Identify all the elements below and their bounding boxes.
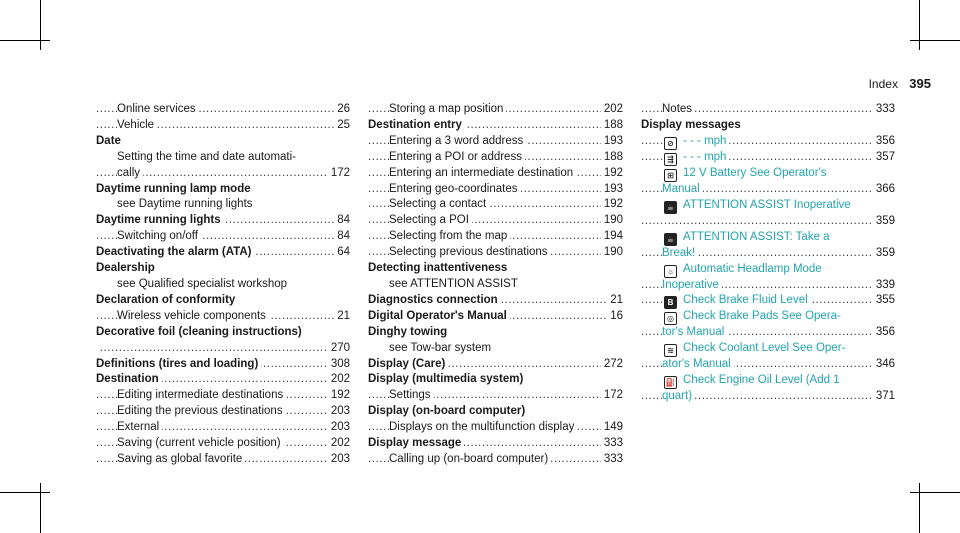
entry-text — [389, 103, 506, 115]
page-reference: 203 — [328, 452, 350, 468]
index-entry — [641, 389, 895, 405]
index-entry — [641, 373, 895, 389]
entry-label: Check Brake Pads See Opera- — [683, 310, 841, 323]
entry-label: Inoperative — [662, 278, 719, 291]
index-entry — [96, 102, 350, 118]
entry-text — [368, 119, 465, 131]
entry-label: 12 V Battery See Operator's — [683, 166, 827, 179]
entry-label: - - - mph — [683, 150, 727, 163]
entry-text — [117, 389, 286, 401]
crop-mark — [40, 483, 41, 533]
entry-text — [662, 358, 734, 370]
index-entry — [641, 102, 895, 118]
index-heading — [368, 325, 623, 341]
entry-label: Display (Care) — [368, 357, 446, 370]
index-entry — [641, 214, 895, 230]
page-reference: 84 — [334, 229, 350, 245]
page-reference: 190 — [601, 213, 623, 229]
index-entry — [368, 245, 623, 261]
entry-label: Storing a map position — [389, 103, 504, 115]
entry-text — [368, 373, 526, 385]
entry-label: Selecting a POI — [389, 214, 469, 227]
index-entry — [641, 262, 895, 278]
entry-text — [117, 151, 299, 163]
index-heading — [368, 309, 623, 325]
entry-text — [389, 342, 494, 354]
entry-text — [389, 389, 434, 401]
entry-text — [662, 279, 722, 291]
entry-label: ator's Manual — [662, 358, 731, 371]
entry-label: Check Engine Oil Level (Add 1 — [683, 374, 840, 387]
entry-label: Decorative foil (cleaning instructions) — [96, 325, 302, 338]
entry-text — [389, 230, 510, 242]
index-entry — [641, 182, 895, 198]
page-reference: 356 — [873, 325, 895, 341]
headlamp-icon: ☼ — [664, 265, 677, 278]
coolant-icon: ≋ — [664, 344, 677, 357]
page-reference: 359 — [873, 246, 895, 262]
index-entry — [641, 134, 895, 150]
entry-text — [368, 437, 464, 449]
entry-label: Entering geo-coordinates — [389, 182, 518, 195]
index-entry — [641, 293, 895, 309]
index-column-2 — [368, 102, 623, 468]
index-entry — [96, 420, 350, 436]
index-heading — [368, 436, 623, 452]
index-entry — [96, 166, 350, 182]
entry-label: Manual — [662, 182, 700, 195]
index-heading — [96, 245, 350, 261]
index-entry — [96, 309, 350, 325]
entry-label: Vehicle — [117, 118, 155, 131]
entry-text — [389, 183, 521, 195]
index-entry — [96, 150, 350, 166]
crop-mark — [0, 40, 50, 41]
attention-assist-icon: ☕ — [664, 233, 677, 246]
page-reference: 84 — [334, 213, 350, 229]
entry-label: - - - mph — [683, 134, 727, 147]
index-entry — [641, 246, 895, 262]
index-entry — [96, 277, 350, 293]
index-heading — [368, 118, 623, 134]
crop-mark — [919, 0, 920, 50]
entry-label: Entering a POI or address — [389, 150, 522, 163]
entry-text — [662, 342, 848, 354]
page-reference: 272 — [601, 357, 623, 373]
entry-label: see ATTENTION ASSIST — [389, 277, 518, 290]
entry-text — [389, 135, 526, 147]
entry-label: Declaration of conformity — [96, 293, 236, 306]
index-heading — [96, 213, 350, 229]
entry-label: Settings — [389, 389, 431, 402]
entry-label: Daytime running lights — [96, 214, 221, 227]
index-entry — [96, 118, 350, 134]
entry-text — [117, 421, 162, 433]
index-entry — [368, 277, 623, 293]
entry-text — [96, 262, 158, 274]
entry-text — [368, 262, 510, 274]
entry-text — [368, 294, 501, 306]
page-header — [869, 76, 931, 91]
index-entry — [368, 166, 623, 182]
entry-text — [389, 151, 525, 163]
entry-label: Destination entry — [368, 118, 462, 131]
page-reference: 346 — [873, 357, 895, 373]
entry-text — [96, 135, 124, 147]
entry-text — [117, 119, 157, 131]
index-entry — [96, 197, 350, 213]
page-reference: 192 — [601, 166, 623, 182]
index-heading — [96, 372, 350, 388]
index-entry — [368, 197, 623, 213]
index-entry — [641, 309, 895, 325]
entry-label: Diagnostics connection — [368, 293, 498, 306]
entry-label: see Tow-bar system — [389, 341, 492, 354]
crop-mark — [910, 40, 960, 41]
index-heading — [641, 118, 895, 134]
entry-label: Display messages — [641, 118, 741, 131]
index-heading — [96, 134, 350, 150]
entry-label: Detecting inattentiveness — [368, 262, 508, 275]
battery-icon: ⊞ — [664, 169, 677, 182]
index-entry — [368, 213, 623, 229]
index-entry — [96, 452, 350, 468]
entry-text — [117, 405, 286, 417]
entry-label: quart) — [662, 390, 693, 403]
index-entry — [641, 357, 895, 373]
page-reference: 188 — [601, 150, 623, 166]
entry-text — [662, 103, 695, 115]
entry-label: Entering a 3 word address — [389, 134, 524, 147]
entry-label: Display (on-board computer) — [368, 405, 526, 418]
entry-label: Editing intermediate destinations — [117, 389, 284, 402]
entry-text — [662, 135, 729, 147]
entry-text — [96, 183, 254, 195]
entry-text — [117, 278, 290, 290]
attention-assist-icon: ☕ — [664, 201, 677, 214]
index-heading — [368, 404, 623, 420]
index-entry — [641, 230, 895, 246]
page-reference: 371 — [873, 389, 895, 405]
page-reference: 202 — [328, 436, 350, 452]
crop-mark — [0, 492, 50, 493]
distronic-icon: ⇶ — [664, 153, 677, 166]
page-reference: 172 — [328, 166, 350, 182]
page-reference: 25 — [334, 118, 350, 134]
entry-label: Editing the previous destinations — [117, 405, 283, 418]
index-heading — [96, 261, 350, 277]
page-reference: ..... 359 — [873, 214, 895, 230]
index-entry — [641, 278, 895, 294]
entry-label: Break! — [662, 246, 696, 259]
page-reference: 192 — [601, 197, 623, 213]
page-reference: 188 — [601, 118, 623, 134]
entry-text — [662, 183, 703, 195]
index-entry — [96, 229, 350, 245]
entry-label: see Qualified specialist workshop — [117, 277, 288, 290]
page-reference: 333 — [601, 452, 623, 468]
entry-label: Entering an intermediate destination — [389, 166, 574, 179]
page-reference: 308 — [328, 357, 350, 373]
page-reference: 192 — [328, 388, 350, 404]
entry-label: Daytime running lamp mode — [96, 182, 251, 195]
entry-label: Display message — [368, 437, 462, 450]
page-reference: 193 — [601, 134, 623, 150]
entry-text — [662, 374, 843, 386]
page-reference: 355 — [873, 293, 895, 309]
page-reference: 190 — [601, 245, 623, 261]
entry-text — [96, 294, 238, 306]
entry-text — [368, 310, 510, 322]
entry-text — [389, 214, 472, 226]
entry-label: Selecting from the map — [389, 230, 508, 243]
page-reference: 21 — [607, 293, 623, 309]
index-entry — [368, 452, 623, 468]
page-reference: 356 — [873, 134, 895, 150]
entry-text — [117, 310, 269, 322]
entry-text — [117, 167, 143, 179]
entry-text — [662, 151, 729, 163]
entry-text — [96, 326, 305, 338]
oil-icon: ⛽ — [665, 378, 676, 388]
index-entry — [641, 341, 895, 357]
entry-label: Calling up (on-board computer) — [389, 452, 549, 465]
entry-text — [389, 198, 489, 210]
entry-label: ATTENTION ASSIST: Take a — [683, 230, 830, 243]
entry-text — [96, 373, 162, 385]
entry-label: see Daytime running lights — [117, 198, 253, 211]
page-number: 395 — [909, 76, 931, 91]
brake-icon: B — [664, 296, 677, 309]
crop-mark — [910, 492, 960, 493]
entry-text — [662, 390, 695, 402]
cruise-icon: ⊘ — [664, 137, 677, 150]
entry-text — [389, 167, 576, 179]
entry-label: Selecting previous destinations — [389, 246, 548, 259]
index-entry — [368, 150, 623, 166]
entry-text — [117, 437, 284, 449]
entry-text — [389, 278, 521, 290]
entry-label: Deactivating the alarm (ATA) — [96, 246, 252, 259]
page-reference: 203 — [328, 420, 350, 436]
entry-label: tor's Manual — [662, 326, 725, 339]
index-entry — [641, 150, 895, 166]
entry-text — [96, 342, 99, 354]
index-entry — [641, 166, 895, 182]
page-reference: 202 — [328, 372, 350, 388]
index-entry — [96, 404, 350, 420]
index-entry — [96, 388, 350, 404]
index-heading — [96, 293, 350, 309]
entry-text — [662, 167, 829, 179]
page-reference: 202 — [601, 102, 623, 118]
entry-text — [117, 230, 201, 242]
entry-text — [117, 198, 256, 210]
page-reference: 203 — [328, 404, 350, 420]
page-reference: 333 — [873, 102, 895, 118]
index-heading — [368, 357, 623, 373]
page-reference: 64 — [334, 245, 350, 261]
index-entry — [368, 229, 623, 245]
index-column-3 — [641, 102, 895, 405]
page-reference: 149 — [601, 420, 623, 436]
entry-text — [368, 326, 450, 338]
page-reference: 357 — [873, 150, 895, 166]
entry-text — [662, 294, 811, 306]
entry-label: Check Brake Fluid Level — [683, 294, 808, 307]
index-entry — [96, 341, 350, 357]
entry-label: Saving as global favorite — [117, 452, 243, 465]
entry-label: Check Coolant Level See Oper- — [683, 342, 846, 355]
entry-label: Wireless vehicle components — [117, 309, 266, 322]
entry-text — [389, 246, 551, 258]
entry-label: Definitions (tires and loading) — [96, 357, 259, 370]
entry-label: Digital Operator's Manual — [368, 309, 507, 322]
entry-label: Destination — [96, 373, 159, 386]
entry-label: Selecting a contact — [389, 198, 487, 211]
entry-label: Automatic Headlamp Mode — [683, 262, 822, 275]
entry-text — [368, 358, 448, 370]
index-heading — [96, 325, 350, 341]
entry-text — [662, 215, 665, 227]
entry-label: cally — [117, 166, 141, 179]
index-entry — [641, 198, 895, 214]
entry-label: Date — [96, 134, 121, 147]
index-heading — [96, 182, 350, 198]
entry-label: ATTENTION ASSIST Inoperative — [683, 198, 851, 211]
index-entry — [641, 325, 895, 341]
entry-text — [117, 103, 199, 115]
entry-text — [96, 214, 224, 226]
index-heading — [368, 372, 623, 388]
entry-label: Display (multimedia system) — [368, 373, 524, 386]
entry-text — [117, 453, 245, 465]
index-entry — [368, 341, 623, 357]
section-title: Index — [868, 77, 898, 91]
index-heading — [96, 357, 350, 373]
entry-label: Setting the time and date automati- — [117, 150, 296, 163]
index-heading — [368, 261, 623, 277]
entry-label: Notes — [662, 103, 693, 115]
index-entry — [96, 436, 350, 452]
page-reference: 366 — [873, 182, 895, 198]
entry-label: Saving (current vehicle position) — [117, 437, 281, 450]
entry-text — [662, 247, 698, 259]
index-entry — [368, 182, 623, 198]
page-reference: 21 — [334, 309, 350, 325]
crop-mark — [919, 483, 920, 533]
entry-label: Online services — [117, 103, 196, 115]
entry-text — [662, 310, 844, 322]
index-entry — [368, 420, 623, 436]
page-reference: 26 — [334, 102, 350, 118]
entry-label: Switching on/off — [117, 230, 198, 243]
page-reference: 333 — [601, 436, 623, 452]
crop-mark — [40, 0, 41, 50]
index-entry — [368, 102, 623, 118]
page-reference: 193 — [601, 182, 623, 198]
entry-text — [662, 326, 727, 338]
entry-text — [368, 405, 528, 417]
index-column-1 — [96, 102, 350, 468]
entry-text — [662, 231, 833, 243]
entry-label: Dealership — [96, 262, 155, 275]
entry-label: External — [117, 421, 160, 434]
page-reference: ..... 270 — [328, 341, 350, 357]
entry-text — [641, 119, 744, 131]
page-reference: 16 — [607, 309, 623, 325]
entry-label: Displays on the multifunction display — [389, 421, 575, 434]
page-reference: 194 — [601, 229, 623, 245]
page-reference: 339 — [873, 278, 895, 294]
entry-text — [662, 263, 825, 275]
entry-text — [96, 246, 255, 258]
entry-text — [96, 358, 261, 370]
entry-text — [389, 453, 551, 465]
entry-label: Dinghy towing — [368, 325, 448, 338]
page-reference: 172 — [601, 388, 623, 404]
entry-text — [389, 421, 577, 433]
entry-text — [662, 199, 854, 211]
index-entry — [368, 134, 623, 150]
brake-pads-icon: ◎ — [664, 312, 677, 325]
index-heading — [368, 293, 623, 309]
index-entry — [368, 388, 623, 404]
